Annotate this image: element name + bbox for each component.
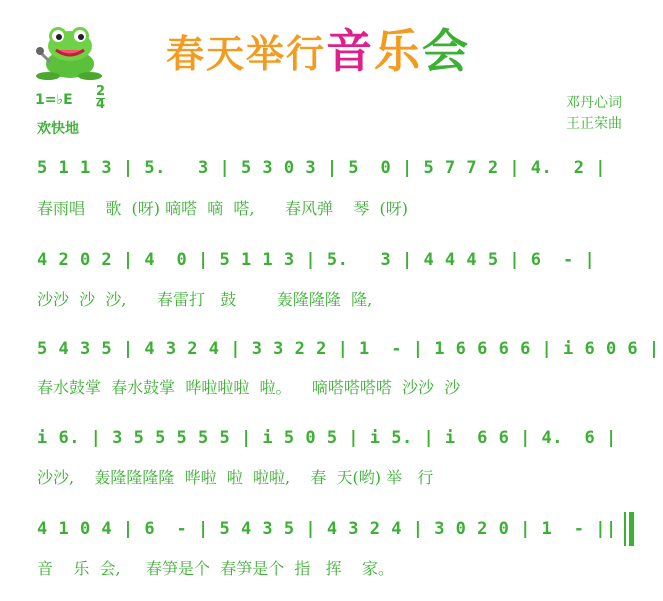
lyrics-line-1: 春雨唱 歌 (呀) 嘀嗒 嘀 嗒, 春风弹 琴 (呀) xyxy=(37,199,409,218)
notation-line-5: 4 1 0 4 | 6 - | 5 4 3 5 | 4 3 2 4 | 3 0 2 0 | 1 - || xyxy=(37,519,617,539)
tempo-marking: 欢快地 xyxy=(37,121,79,137)
time-signature-top: 2 xyxy=(96,84,106,99)
lyrics-line-5: 音 乐 会, 春笋是个 春笋是个 指 挥 家。 xyxy=(37,559,394,578)
time-signature xyxy=(96,86,105,111)
title-part-1: 春天举行 xyxy=(166,32,327,76)
title-part-4: 会 xyxy=(422,24,471,78)
final-barline-thin xyxy=(624,512,626,546)
lyrics-line-4: 沙沙, 轰隆隆隆隆 哗啦 啦 啦啦, 春 天(哟) 举 行 xyxy=(37,468,434,487)
notation-line-4: i 6. | 3 5 5 5 5 5 | i 5 0 5 | i 5. | i 6 6 | 4. 6 | xyxy=(37,428,617,448)
title-part-2: 音 xyxy=(326,24,375,78)
key-signature: 1=♭E xyxy=(35,92,73,108)
title-part-3: 乐 xyxy=(374,24,423,78)
composer-credit: 王正荣曲 xyxy=(566,116,622,132)
final-barline-thick xyxy=(629,512,634,546)
song-title xyxy=(166,24,471,78)
lyrics-line-3: 春水鼓掌 春水鼓掌 哗啦啦啦 啦。 嘀嗒嗒嗒嗒 沙沙 沙 xyxy=(37,378,461,397)
notation-line-1: 5 1 1 3 | 5. 3 | 5 3 0 3 | 5 0 | 5 7 7 2 | 4. 2 | xyxy=(37,158,606,178)
notation-line-3: 5 4 3 5 | 4 3 2 4 | 3 3 2 2 | 1 - | 1 6 6 6 6 | i 6 0 6 | xyxy=(37,339,660,359)
notation-line-2: 4 2 0 2 | 4 0 | 5 1 1 3 | 5. 3 | 4 4 4 5 | 6 - | xyxy=(37,250,596,270)
time-signature-bottom: 4 xyxy=(96,97,106,112)
lyrics-line-2: 沙沙 沙 沙, 春雷打 鼓 轰隆隆隆 隆, xyxy=(37,290,373,309)
frog-mascot-icon xyxy=(34,24,104,84)
lyricist-credit: 邓丹心词 xyxy=(566,95,622,111)
